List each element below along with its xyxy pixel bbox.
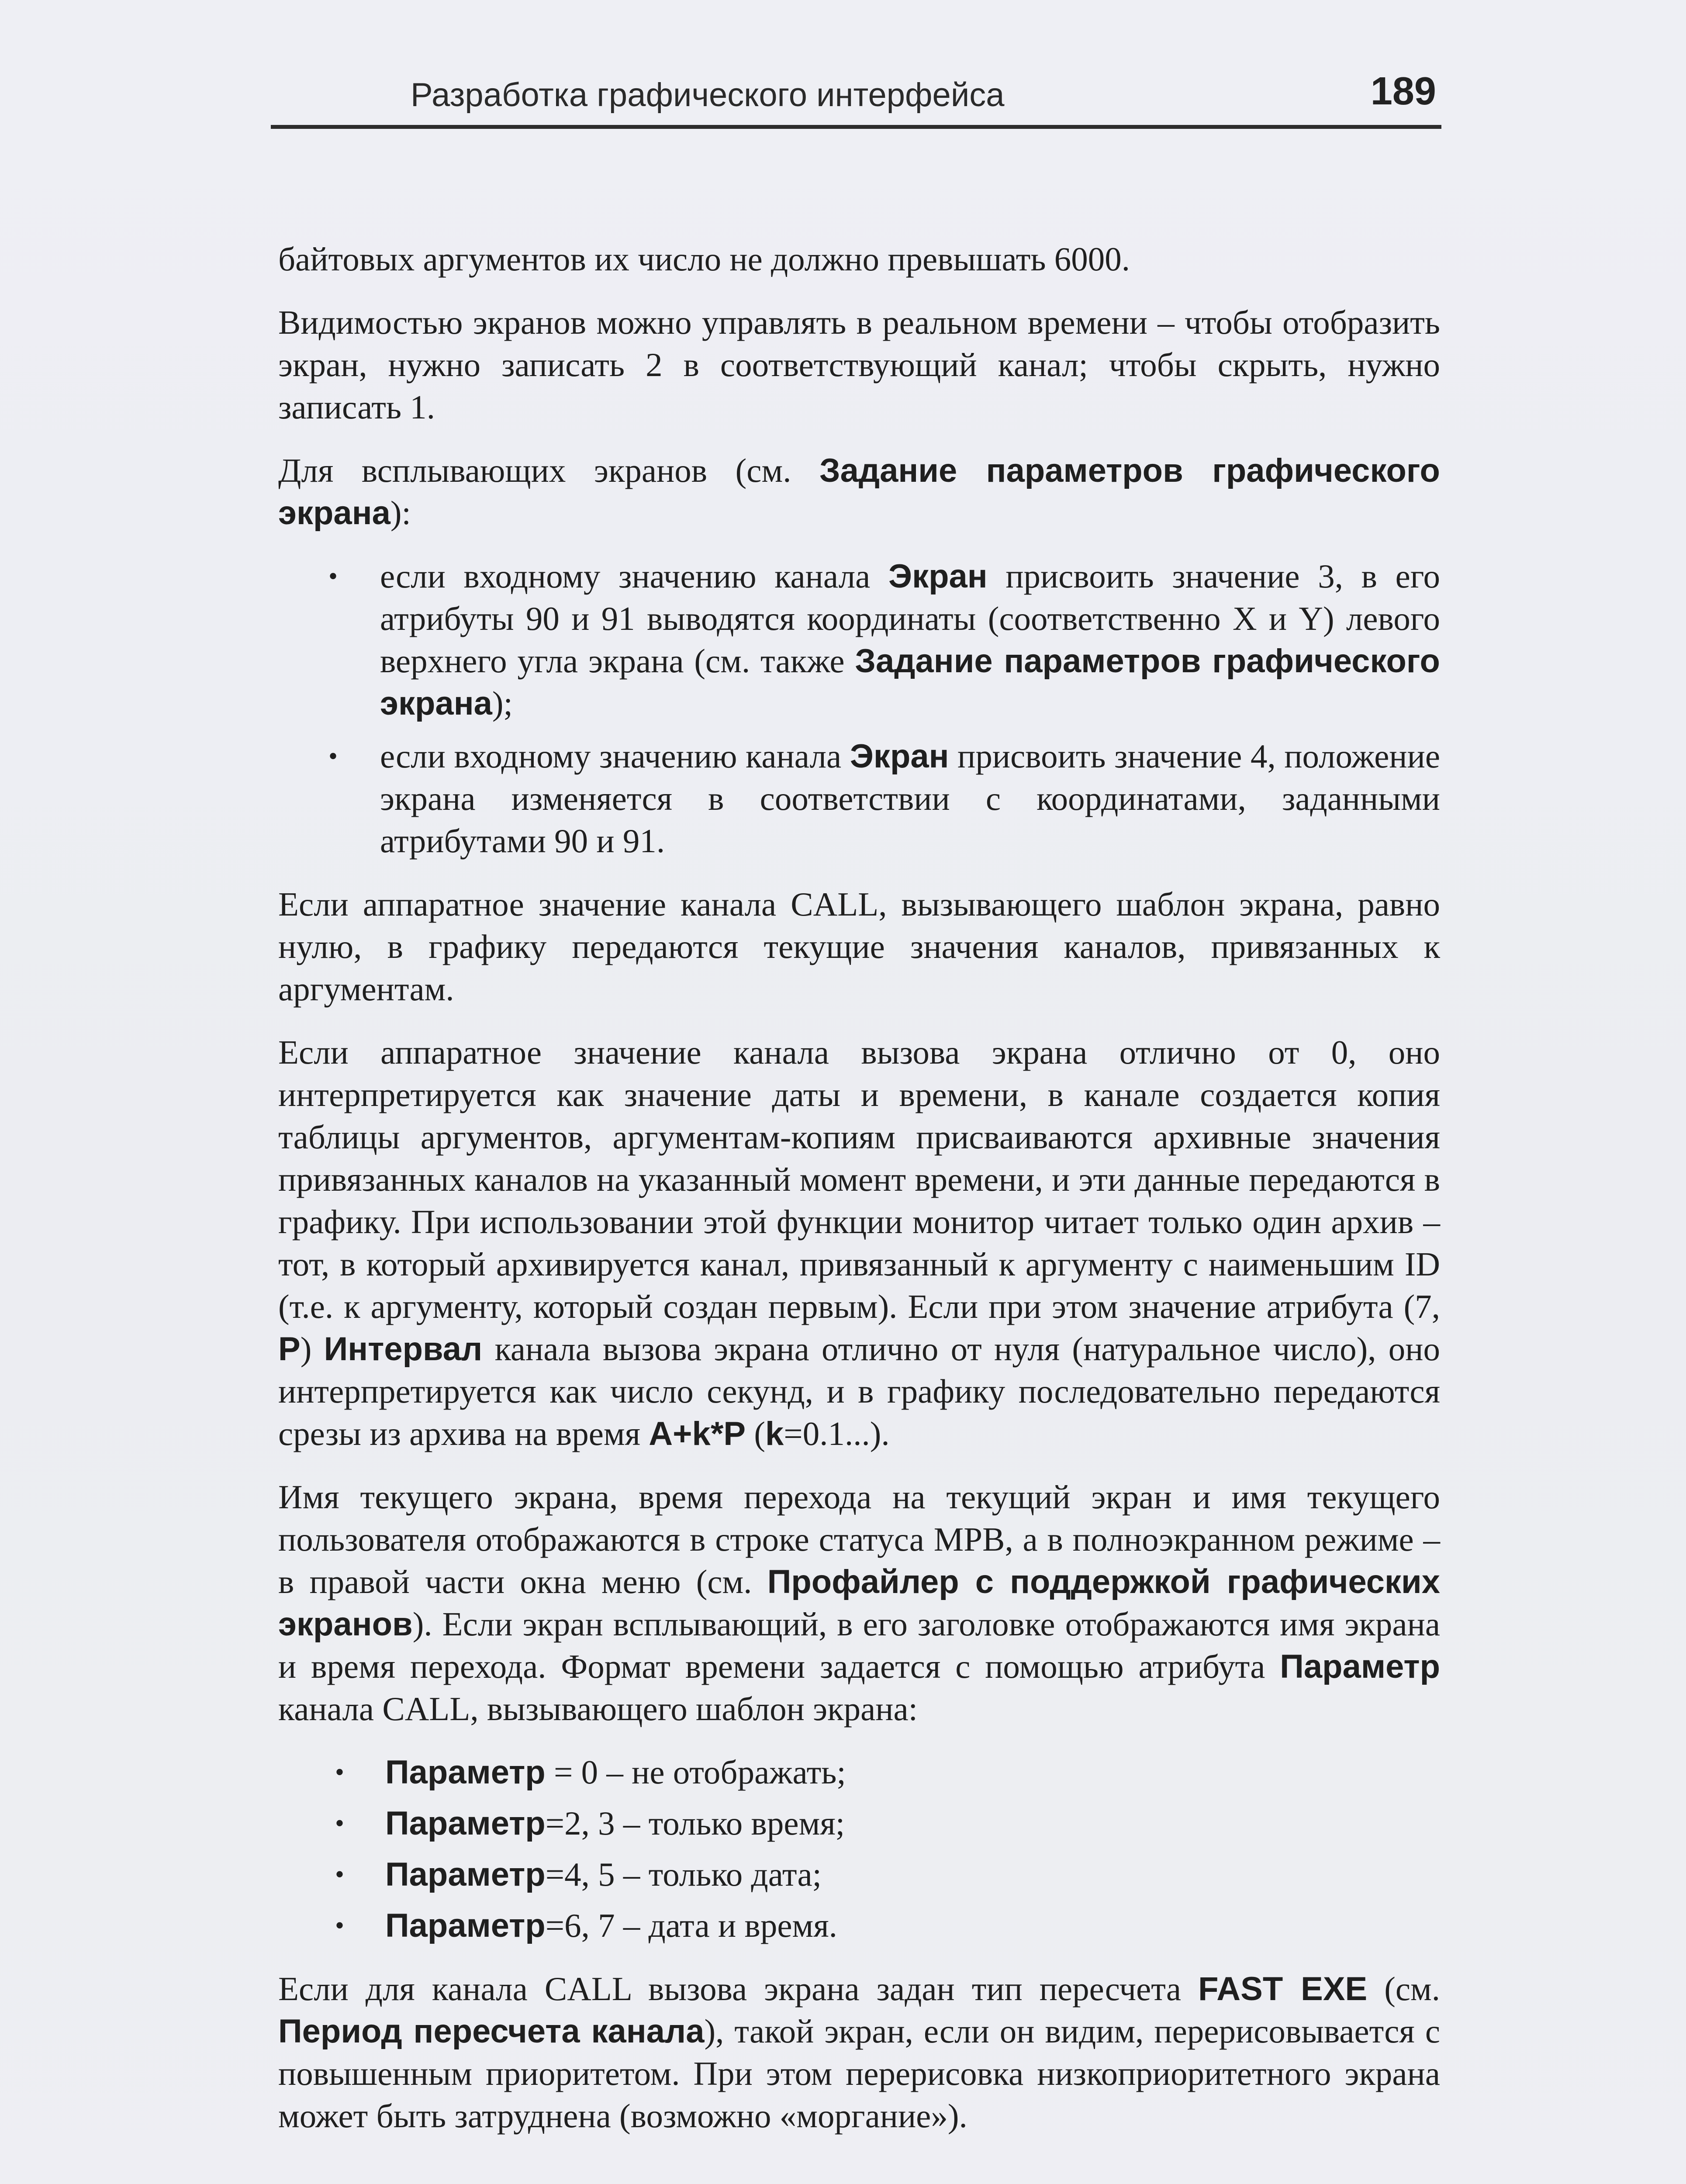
bullet-icon: • xyxy=(335,1860,345,1889)
paragraph-7: Если для канала CALL вызова экрана задан тип пересчета FAST EXE (см. Период пересчета канала), такой экран, если он видим, перерисовывается с повышенным приоритетом. При этом перерисовка низкоприоритетного экрана может быть затруднена (возможно «моргание»). xyxy=(278,1970,1441,2135)
header-rule xyxy=(271,125,1441,129)
list-item: • Параметр=6, 7 – дата и время. xyxy=(278,1904,1440,1947)
paragraph-3: Для всплывающих экранов (см. Задание параметров графического экрана): xyxy=(278,452,1440,532)
term-fast-exe: FAST EXE xyxy=(1198,1970,1368,2008)
paragraph-2: Видимостью экранов можно управлять в реальном времени – чтобы отобразить экран, нужно записать 2 в соответствующий канал; чтобы скрыть, нужно записать 1. xyxy=(278,304,1440,426)
running-head: Разработка графического интерфейса xyxy=(411,76,1005,114)
list-item: • Параметр = 0 – не отображать; xyxy=(278,1751,1440,1794)
paragraph-1: байтовых аргументов их число не должно превышать 6000. xyxy=(278,240,1130,278)
paragraph-4: Если аппаратное значение канала CALL, вызывающего шаблон экрана, равно нулю, в графику передаются текущие значения каналов, привязанных к аргументам. xyxy=(278,885,1440,1008)
term-parameter: Параметр xyxy=(1280,1648,1440,1685)
list-item: • Параметр=4, 5 – только дата; xyxy=(278,1853,1440,1896)
time-format-list xyxy=(278,1751,1440,1947)
bullet-icon: • xyxy=(328,742,338,771)
term-interval: Интервал xyxy=(324,1330,483,1368)
term-screen: Экран xyxy=(850,738,949,775)
bullet-icon: • xyxy=(328,562,338,591)
page-header xyxy=(271,66,1441,129)
term-p: P xyxy=(278,1330,301,1368)
paragraph-5: Если аппаратное значение канала вызова экрана отлично от 0, оно интерпретируется как значение даты и времени, в канале создается копия таблицы аргументов, аргументам-копиям присваиваются архивные значения привязанных каналов на указанный момент времени, и эти данные передаются в графику. При использовании этой функции монитор читает только один архив – тот, в который архивируется канал, привязанный к аргументу с наименьшим ID (т.е. к аргументу, который создан первым). Если при этом значение атрибута (7, P) Интервал канала вызова экрана отлично от нуля (натуральное число), оно интерпретируется как число секунд, и в графику последовательно передаются срезы из архива на время A+k*P (k=0.1...). xyxy=(278,1033,1440,1452)
bullet-icon: • xyxy=(335,1809,345,1838)
formula: A+k*P xyxy=(649,1415,746,1452)
cross-reference: Период пересчета канала xyxy=(278,2013,705,2050)
popup-screen-list xyxy=(278,555,1440,862)
paragraph-6: Имя текущего экрана, время перехода на текущий экран и имя текущего пользователя отображаются в строке статуса МРВ, а в полноэкранном режиме – в правой части окна меню (см. Профайлер с поддержкой графических экранов). Если экран всплывающий, в его заголовке отображаются имя экрана и время перехода. Формат времени задается с помощью атрибута Параметр канала CALL, вызывающего шаблон экрана: xyxy=(278,1478,1441,1728)
cross-reference: Задание параметров графического экрана xyxy=(380,643,1440,722)
term-k: k xyxy=(765,1415,784,1452)
list-item: • Параметр=2, 3 – только время; xyxy=(278,1802,1440,1845)
page-number: 189 xyxy=(1370,69,1436,113)
page-body xyxy=(278,238,1440,2158)
list-item: • если входному значению канала Экран присвоить значение 3, в его атрибуты 90 и 91 выводятся координаты (соответственно X и Y) левого верхнего угла экрана (см. также Задание параметров графического экрана); xyxy=(278,555,1440,725)
bullet-icon: • xyxy=(335,1911,345,1940)
cross-reference: Задание параметров графического экрана xyxy=(278,452,1440,532)
list-item: • если входному значению канала Экран присвоить значение 4, положение экрана изменяется в соответствии с координатами, заданными атрибутами 90 и 91. xyxy=(278,735,1440,862)
cross-reference: Профайлер с поддержкой графических экранов xyxy=(278,1563,1441,1643)
term-screen: Экран xyxy=(888,558,988,595)
bullet-icon: • xyxy=(335,1758,345,1787)
